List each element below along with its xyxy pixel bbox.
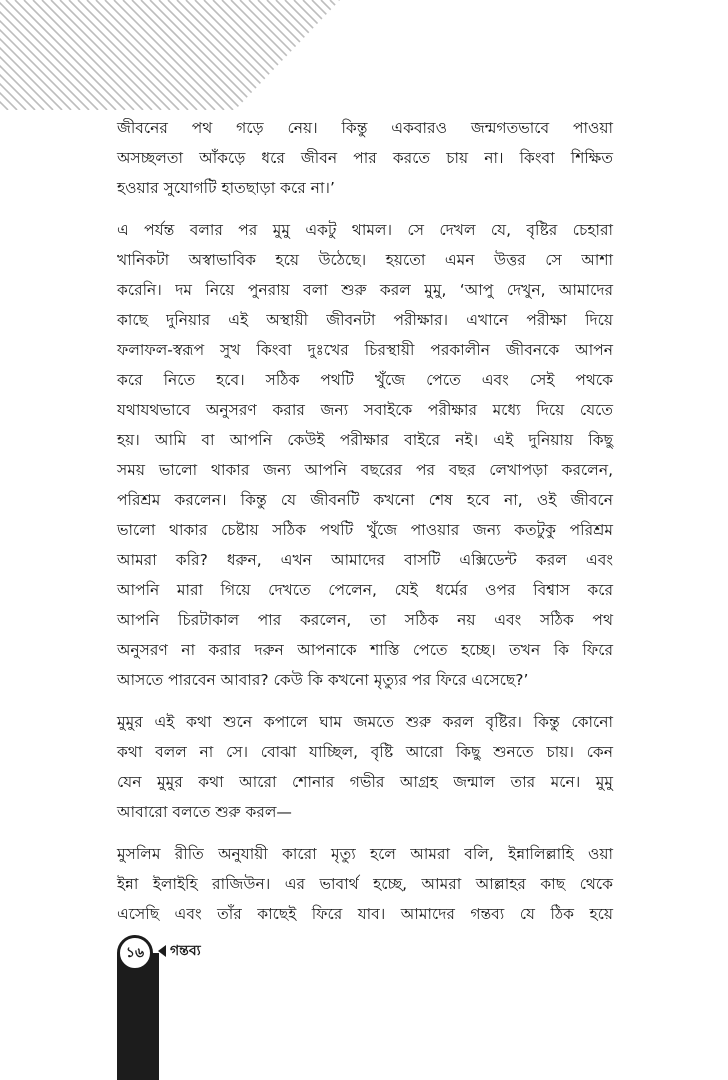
paragraph [117, 839, 613, 929]
text-line: অনুসরণ না করার দরুন আপনাকে শাস্তি পেতে হচ্ছে। তখন কি ফিরে [117, 641, 613, 659]
hatch-line [78, 0, 188, 110]
hatch-line [168, 0, 278, 110]
hatch-line [213, 0, 323, 110]
text-line: খানিকটা অস্বাভাবিক হয়ে উঠেছে। হয়তো এমন উত্তর সে আশা [117, 251, 613, 269]
hatch-line [24, 0, 134, 110]
text-line: হওয়ার সুযোগটি হাতছাড়া করে না।’ [117, 179, 335, 197]
corner-hatch-decoration [0, 0, 340, 110]
hatch-line [51, 0, 161, 110]
text-line: আসতে পারবেন আবার? কেউ কি কখনো মৃত্যুর পর ফিরে এসেছে?’ [117, 671, 529, 689]
hatch-line [204, 0, 314, 110]
hatch-line [339, 0, 340, 110]
hatch-line [105, 0, 215, 110]
hatch-line [222, 0, 332, 110]
hatch-line [123, 0, 233, 110]
hatch-line [303, 0, 340, 110]
text-line: মুমুর এই কথা শুনে কপালে ঘাম জমতে শুরু করল বৃষ্টির। কিন্তু কোনো [117, 713, 613, 731]
text-line: ভালো থাকার চেষ্টায় সঠিক পথটি খুঁজে পাওয়ার জন্য কতটুকু পরিশ্রম [117, 521, 613, 539]
hatch-line [312, 0, 340, 110]
text-line: যথাযথভাবে অনুসরণ করার জন্য সবাইকে পরীক্ষার মধ্যে দিয়ে যেতে [117, 401, 613, 419]
text-line: আপনি চিরটাকাল পার করলেন, তা সঠিক নয় এবং সঠিক পথ [117, 611, 613, 629]
hatch-line [60, 0, 170, 110]
paragraph [117, 113, 613, 203]
hatch-line [195, 0, 305, 110]
hatch-line [150, 0, 260, 110]
arrow-left-icon [158, 945, 166, 957]
text-line: এ পর্যন্ত বলার পর মুমু একটু থামল। সে দেখল যে, বৃষ্টির চেহারা [117, 221, 613, 239]
body-text [117, 113, 613, 941]
hatch-line [258, 0, 340, 110]
hatch-line [330, 0, 340, 110]
hatch-line [114, 0, 224, 110]
text-line: অসচ্ছলতা আঁকড়ে ধরে জীবন পার করতে চায় না। কিংবা শিক্ষিত [117, 149, 613, 167]
hatch-line [321, 0, 340, 110]
text-line: আবারো বলতে শুরু করল— [117, 803, 292, 821]
hatch-line [96, 0, 206, 110]
hatch-line [42, 0, 152, 110]
hatch-line [15, 0, 125, 110]
text-line: মুসলিম রীতি অনুযায়ী কারো মৃত্যু হলে আমরা বলি, ইন্নালিল্লাহি ওয়া [117, 845, 613, 863]
hatch-line [87, 0, 197, 110]
text-line: কাছে দুনিয়ার এই অস্থায়ী জীবনটা পরীক্ষার। এখানে পরীক্ষা দিয়ে [117, 311, 613, 329]
text-line: করেনি। দম নিয়ে পুনরায় বলা শুরু করল মুমু, ‘আপু দেখুন, আমাদের [117, 281, 613, 299]
hatch-line [231, 0, 340, 110]
text-line: ইন্না ইলাইহি রাজিউন। এর ভাবার্থ হচ্ছে, আমরা আল্লাহর কাছ থেকে [117, 875, 613, 893]
text-line: এসেছি এবং তাঁর কাছেই ফিরে যাব। আমাদের গন্তব্য যে ঠিক হয়ে [117, 905, 613, 923]
hatch-line [249, 0, 340, 110]
hatch-line [132, 0, 242, 110]
paragraph [117, 215, 613, 695]
text-line: জীবনের পথ গড়ে নেয়। কিন্তু একবারও জন্মগতভাবে পাওয়া [117, 119, 613, 137]
text-line: আপনি মারা গিয়ে দেখতে পেলেন, যেই ধর্মের ওপর বিশ্বাস করে [117, 581, 613, 599]
text-line: যেন মুমুর কথা আরো শোনার গভীর আগ্রহ জন্মাল তার মনে। মুমু [117, 773, 613, 791]
hatch-line [33, 0, 143, 110]
text-line: পরিশ্রম করলেন। কিন্তু যে জীবনটি কখনো শেষ হবে না, ওই জীবনে [117, 491, 613, 509]
hatch-line [141, 0, 251, 110]
hatch-line [186, 0, 296, 110]
text-line: কথা বলল না সে। বোঝা যাচ্ছিল, বৃষ্টি আরো কিছু শুনতে চায়। কেন [117, 743, 613, 761]
page-number: ১৬ [117, 935, 153, 971]
text-line: হয়। আমি বা আপনি কেউই পরীক্ষার বাইরে নই। এই দুনিয়ায় কিছু [117, 431, 613, 449]
paragraph [117, 707, 613, 827]
hatch-line [69, 0, 179, 110]
hatch-line [240, 0, 340, 110]
text-line: সময় ভালো থাকার জন্য আপনি বছরের পর বছর লেখাপড়া করলেন, [117, 461, 613, 479]
footer-bar [117, 953, 159, 1080]
book-title: গন্তব্য [170, 943, 201, 959]
hatch-line [6, 0, 116, 110]
hatch-line [159, 0, 269, 110]
text-line: ফলাফল-স্বরূপ সুখ কিংবা দুঃখের চিরস্থায়ী পরকালীন জীবনকে আপন [117, 341, 613, 359]
text-line: আমরা করি? ধরুন, এখন আমাদের বাসটি এক্সিডেন্ট করল এবং [117, 551, 613, 569]
hatch-line [177, 0, 287, 110]
text-line: করে নিতে হবে। সঠিক পথটি খুঁজে পেতে এবং সেই পথকে [117, 371, 613, 389]
